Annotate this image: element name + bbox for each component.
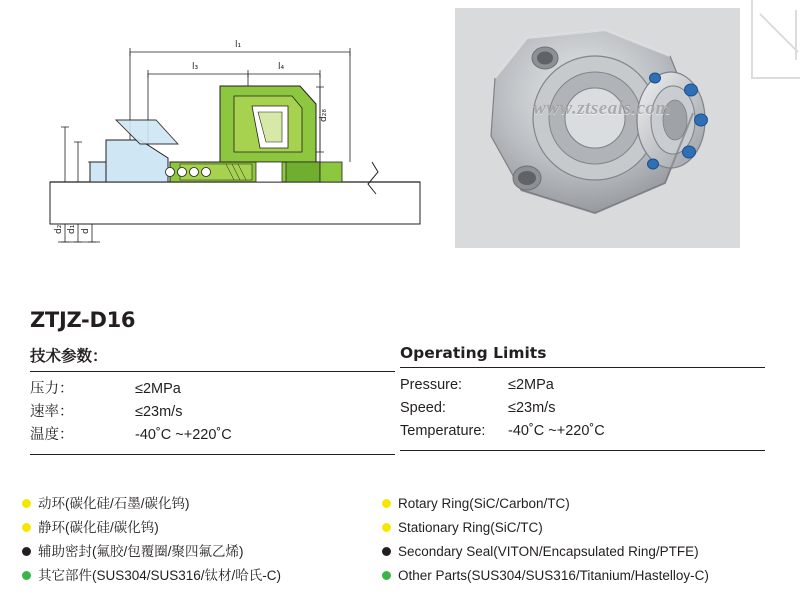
svg-text:l₄: l₄ bbox=[278, 62, 285, 72]
spec-value: ≤2MPa bbox=[135, 381, 181, 397]
specifications bbox=[30, 344, 770, 455]
list-item bbox=[382, 564, 732, 588]
bullet-icon bbox=[382, 523, 391, 532]
spec-label: 压力： bbox=[30, 381, 74, 397]
spec-heading-cn: 技术参数： bbox=[30, 344, 395, 372]
list-item bbox=[22, 516, 372, 540]
list-item bbox=[22, 564, 372, 588]
materials-list bbox=[22, 492, 782, 588]
svg-text:d: d bbox=[81, 228, 91, 234]
spec-value: -40˚C ~+220˚C bbox=[135, 427, 232, 443]
spec-value: ≤2MPa bbox=[508, 377, 554, 393]
material-label: Secondary Seal(VITON/Encapsulated Ring/PTFE) bbox=[398, 544, 699, 559]
list-item bbox=[382, 516, 732, 540]
svg-text:l₃: l₃ bbox=[192, 62, 199, 72]
spec-row bbox=[30, 424, 395, 447]
technical-drawing bbox=[20, 12, 440, 272]
list-item bbox=[382, 492, 732, 516]
spec-body-cn bbox=[30, 372, 395, 455]
spec-row bbox=[400, 374, 765, 397]
bullet-icon bbox=[382, 499, 391, 508]
spec-label: Temperature: bbox=[400, 423, 486, 439]
material-label: 其它部件(SUS304/SUS316/钛材/哈氏-C) bbox=[38, 568, 282, 583]
spec-label: 温度： bbox=[30, 427, 74, 443]
material-label: 辅助密封(氟胶/包覆圈/聚四氟乙烯) bbox=[38, 544, 244, 559]
bullet-icon bbox=[382, 571, 391, 580]
corner-decoration bbox=[740, 0, 800, 95]
spec-label: Pressure: bbox=[400, 377, 463, 393]
material-label: Rotary Ring(SiC/Carbon/TC) bbox=[398, 496, 570, 511]
product-photo bbox=[455, 8, 740, 248]
spec-value: ≤23m/s bbox=[508, 400, 556, 416]
page-title: ZTJZ-D16 bbox=[30, 308, 136, 332]
illustration-area bbox=[0, 0, 800, 288]
bullet-icon bbox=[22, 523, 31, 532]
svg-text:d₁: d₁ bbox=[67, 224, 77, 234]
material-label: Stationary Ring(SiC/TC) bbox=[398, 520, 543, 535]
spec-table-en bbox=[400, 344, 765, 455]
spec-row bbox=[30, 378, 395, 401]
list-item bbox=[22, 540, 372, 564]
material-label: 静环(碳化硅/碳化钨) bbox=[38, 520, 159, 535]
list-item bbox=[22, 492, 372, 516]
list-item bbox=[382, 540, 732, 564]
spec-value: -40˚C ~+220˚C bbox=[508, 423, 605, 439]
materials-en bbox=[382, 492, 732, 588]
spec-row bbox=[400, 420, 765, 443]
spec-label: 速率： bbox=[30, 404, 74, 420]
material-label: 动环(碳化硅/石墨/碳化钨) bbox=[38, 496, 190, 511]
bullet-icon bbox=[22, 499, 31, 508]
svg-text:d₂: d₂ bbox=[54, 224, 64, 234]
svg-text:d₂₈: d₂₈ bbox=[319, 109, 329, 122]
bullet-icon bbox=[22, 547, 31, 556]
materials-cn bbox=[22, 492, 372, 588]
spec-value: ≤23m/s bbox=[135, 404, 183, 420]
svg-text:l₁: l₁ bbox=[235, 40, 242, 50]
spec-row bbox=[400, 397, 765, 420]
material-label: Other Parts(SUS304/SUS316/Titanium/Hastelloy-C) bbox=[398, 568, 709, 583]
spec-heading-en: Operating Limits bbox=[400, 344, 765, 368]
spec-row bbox=[30, 401, 395, 424]
bullet-icon bbox=[382, 547, 391, 556]
spec-label: Speed: bbox=[400, 400, 446, 416]
watermark-text: www.ztseals.com bbox=[533, 98, 671, 119]
spec-body-en bbox=[400, 368, 765, 451]
bullet-icon bbox=[22, 571, 31, 580]
spec-table-cn bbox=[30, 344, 395, 455]
